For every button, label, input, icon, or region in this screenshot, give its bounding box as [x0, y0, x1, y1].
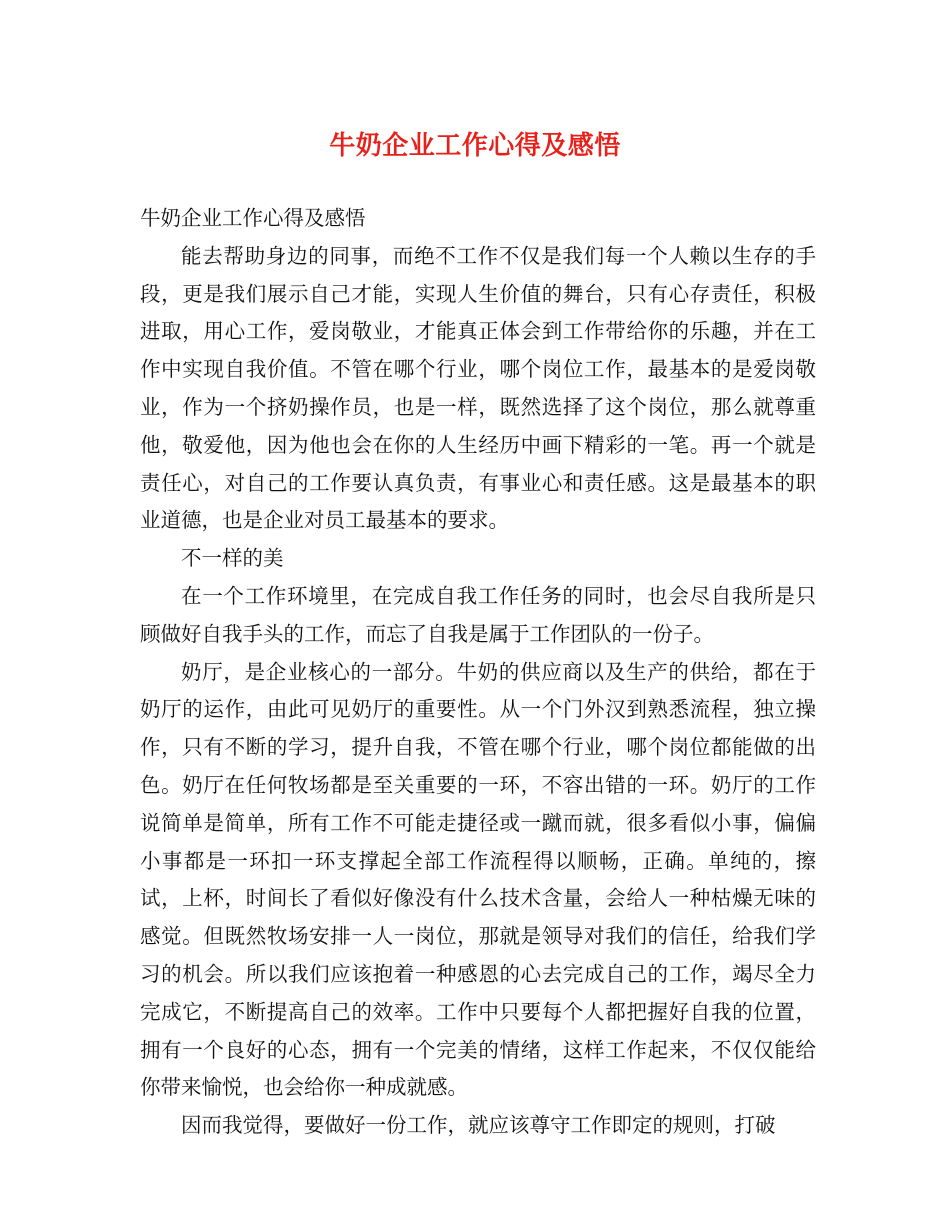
- paragraph: 能去帮助身边的同事，而绝不工作不仅是我们每一个人赖以生存的手段，更是我们展示自己才能，实现人生价值的舞台，只有心存责任，积极进取，用心工作，爱岗敬业，才能真正体会到工作带给你的乐趣，并在工作中实现自我价值。不管在哪个行业，哪个岗位工作，最基本的是爱岗敬业，作为一个挤奶操作员，也是一样，既然选择了这个岗位，那么就尊重他，敬爱他，因为他也会在你的人生经历中画下精彩的一笔。再一个就是责任心，对自己的工作要认真负责，有事业心和责任感。这是最基本的职业道德，也是企业对员工最基本的要求。: [140, 243, 816, 533]
- paragraph: 在一个工作环境里，在完成自我工作任务的同时，也会尽自我所是只顾做好自我手头的工作，而忘了自我是属于工作团队的一份子。: [140, 583, 816, 646]
- paragraph-heading: 牛奶企业工作心得及感悟: [140, 206, 366, 230]
- document-title: 牛奶企业工作心得及感悟: [329, 131, 621, 161]
- document-body: [140, 200, 816, 1145]
- section-heading: 不一样的美: [181, 546, 284, 571]
- paragraph: 因而我觉得，要做好一份工作，就应该尊守工作即定的规则，打破: [181, 1113, 776, 1138]
- paragraph: 奶厅，是企业核心的一部分。牛奶的供应商以及生产的供给，都在于奶厅的运作，由此可见奶厅的重要性。从一个门外汉到熟悉流程，独立操作，只有不断的学习，提升自我，不管在哪个行业，哪个岗位都能做的出色。奶厅在任何牧场都是至关重要的一环，不容出错的一环。奶厅的工作说简单是简单，所有工作不可能走捷径或一蹴而就，很多看似小事，偏偏小事都是一环扣一环支撑起全部工作流程得以顺畅，正确。单纯的，擦试，上杯，时间长了看似好像没有什么技术含量，会给人一种枯燥无味的感觉。但既然牧场安排一人一岗位，那就是领导对我们的信任，给我们学习的机会。所以我们应该抱着一种感恩的心去完成自己的工作，竭尽全力完成它，不断提高自己的效率。工作中只要每个人都把握好自我的位置，拥有一个良好的心态，拥有一个完美的情绪，这样工作起来，不仅仅能给你带来愉悦，也会给你一种成就感。: [140, 659, 816, 1100]
